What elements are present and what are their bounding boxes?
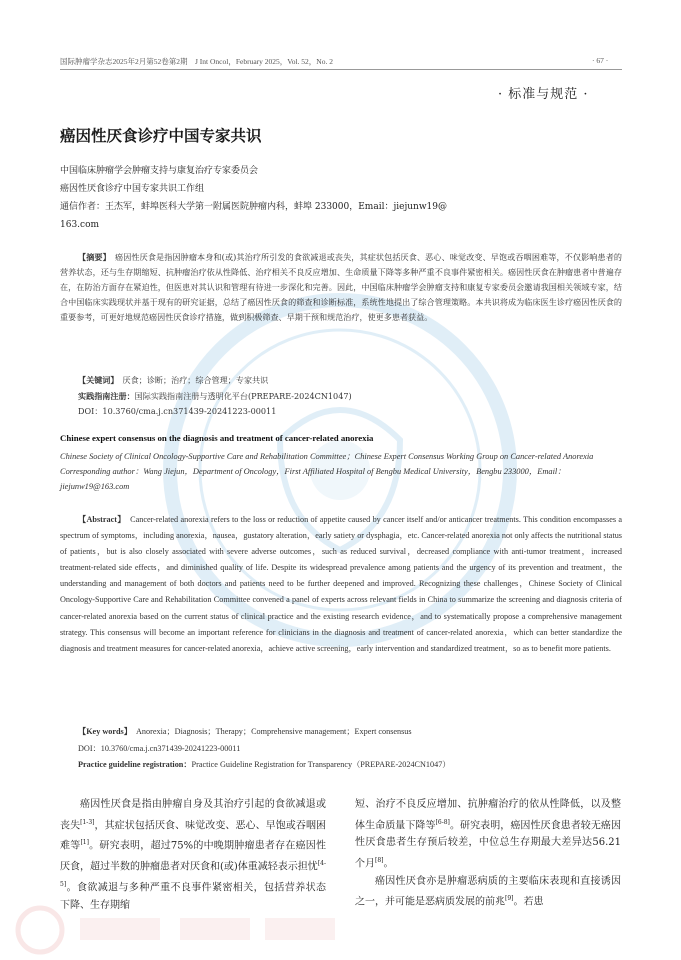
cn-keywords: 厌食；诊断；治疗；综合管理；专家共识: [122, 375, 269, 385]
citation: [4-5]: [60, 860, 326, 888]
author-block: [60, 162, 622, 234]
english-title: Chinese expert consensus on the diagnosis and treatment of cancer-related anorexia: [60, 433, 374, 443]
header-divider: [60, 69, 622, 70]
en-keywords: Anorexia；Diagnosis；Therapy；Comprehensive management；Expert consensus: [136, 727, 412, 736]
body-text: ，其症状包括厌食、味觉改变、恶心、早饱或吞咽困难等: [60, 819, 327, 852]
cn-abstract-text: 癌因性厌食是指因肿瘤本身和(或)其治疗所引发的食欲减退或丧失，其症状包括厌食、恶心、味觉改变、早饱或吞咽困难等，不仅影响患者的营养状态，还与生存期缩短、抗肿瘤治疗依从性降低、治疗相关不良反应增加、生命质量下降等多种严重不良事件紧密相关。癌因性厌食在肿瘤患者中普遍存在，在防治方面存在紧迫性，但医患对其认识和管理有待进一步深化和完善。因此，中国临床肿瘤学会肿瘤支持和康复专家委员会邀请我国相关领域专家，结合中国临床实践现状并基于现有的研究证据，总结了癌因性厌食的筛查和诊断标准，系统性地提出了综合管理策略。本共识将成为临床医生诊疗癌因性厌食的重要参考，可更好地规范癌因性厌食诊疗措施，做到积极筛查、早期干预和规范治疗，使更多患者获益。: [60, 252, 622, 322]
en-author-groups: Chinese Society of Clinical Oncology-Supportive Care and Rehabilitation Committee；Chinese Expert Consensus Working Group on Cancer-related Anorexia: [60, 452, 594, 461]
english-abstract: [60, 512, 622, 657]
journal-header: 国际肿瘤学杂志2025年2月第52卷第2期 J Int Oncol，February 2025，Vol. 52，No. 2: [60, 57, 333, 66]
body-paragraph: [60, 796, 326, 914]
cn-registration-label: 实践指南注册：: [78, 390, 135, 401]
en-doi: DOI：10.3760/cma.j.cn371439-20241223-00011: [78, 743, 241, 753]
citation: [9]: [505, 895, 514, 903]
author-line-2: 癌因性厌食诊疗中国专家共识工作组: [60, 184, 205, 194]
author-line-1: 中国临床肿瘤学会肿瘤支持与康复治疗专家委员会: [60, 166, 259, 176]
body-left-column: [60, 796, 326, 914]
body-text: 短、治疗不良反应增加、抗肿瘤治疗的依从性降低，以及整体生命质量下降等: [355, 799, 621, 831]
cn-doi: DOI：10.3760/cma.j.cn371439-20241223-00011: [78, 406, 277, 416]
citation: [1]: [80, 839, 89, 847]
chinese-abstract: [60, 250, 622, 325]
citation: [1-3]: [80, 818, 95, 826]
body-text: 癌因性厌食亦是肿瘤恶病质的主要临床表现和直接诱因之一，并可能是恶病质发展的前兆: [355, 875, 621, 908]
body-text: 癌因性厌食是指由肿瘤自身及其治疗引起的食欲减退或丧失: [60, 799, 326, 831]
body-paragraph: [355, 796, 621, 873]
cn-registration: 国际实践指南注册与透明化平台(PREPARE-2024CN1047): [134, 390, 352, 401]
body-text: 。研究表明，超过75%的中晚期肿瘤患者存在癌因性厌食，超过半数的肿瘤患者对厌食和(或)体重减轻表示担忧: [60, 840, 327, 873]
en-registration: Practice Guideline Registration for Transparency（PREPARE-2024CN1047）: [191, 760, 451, 769]
en-registration-label: Practice guideline registration：: [78, 760, 192, 769]
page-number: · 67 ·: [592, 56, 609, 65]
cn-abstract-label: 【摘要】: [78, 252, 107, 262]
english-authors: [60, 449, 622, 494]
english-meta: [78, 724, 451, 774]
en-corresponding: Corresponding author：Wang Jiejun，Department of Oncology，First Affiliated Hospital of Bengbu Medical University，Bengbu 233000，Email：jiejunw19@163.com: [60, 467, 566, 491]
en-abstract-text: Cancer-related anorexia refers to the loss or reduction of appetite caused by cancer itself and/or anticancer treatments. This condition encompasses a spectrum of symptoms，including anorexia，nausea，gustatory alteration，early satiety or dysphagia，etc. Cancer-related anorexia not only affects the nutritional status of patients，but is also closely associated with severe adverse outcomes，such as reduced survival，decreased compliance with anti-tumor treatment，increased treatment-related side effects，and diminished quality of life. Despite its widespread prevalence among patients and the urgency of its prevention and treatment，the understanding and management of both doctors and patients need to be further deepened and improved. Recognizing these challenges，Chinese Society of Clinical Oncology-Supportive Care and Rehabilitation Committee convened a panel of experts across relevant fields in China to summarize the screening and diagnosis criteria of cancer-related anorexia based on the current status of clinical practice and the existing research evidence，and to systematically propose a comprehensive management strategy. This consensus will become an important reference for clinicians in the diagnosis and treatment of cancer-related anorexia，which can better standardize the diagnosis and treatment measures for cancer-related anorexia，achieve active screening，early intervention and standardized treatment，so as to benefit more patients.: [60, 515, 622, 653]
en-keywords-label: 【Key words】: [78, 727, 128, 736]
body-text: 。: [383, 858, 394, 870]
corresponding-email-cont: 163.com: [60, 220, 100, 230]
citation: [6-8]: [435, 818, 450, 826]
chinese-meta: [78, 373, 352, 420]
article-title: 癌因性厌食诊疗中国专家共识: [60, 127, 262, 145]
corresponding-author: 通信作者：王杰军，蚌埠医科大学第一附属医院肿瘤内科，蚌埠 233000，Email：jiejunw19@: [60, 202, 447, 212]
body-text: 。食欲减退与多种严重不良事件紧密相关，包括营养状态下降、生存期缩: [60, 882, 326, 911]
citation: [8]: [375, 856, 384, 864]
body-right-column: [355, 796, 621, 911]
section-tag: · 标准与规范 ·: [498, 87, 589, 102]
body-paragraph: [355, 873, 621, 911]
body-text: 。若患: [513, 896, 544, 908]
body-text: 。研究表明，癌因性厌食患者较无癌因性厌食患者生存预后较差，中位总生存期最大差异达56.21个月: [355, 819, 622, 870]
en-abstract-label: 【Abstract】: [78, 515, 122, 524]
cn-keywords-label: 【关键词】: [78, 375, 115, 385]
